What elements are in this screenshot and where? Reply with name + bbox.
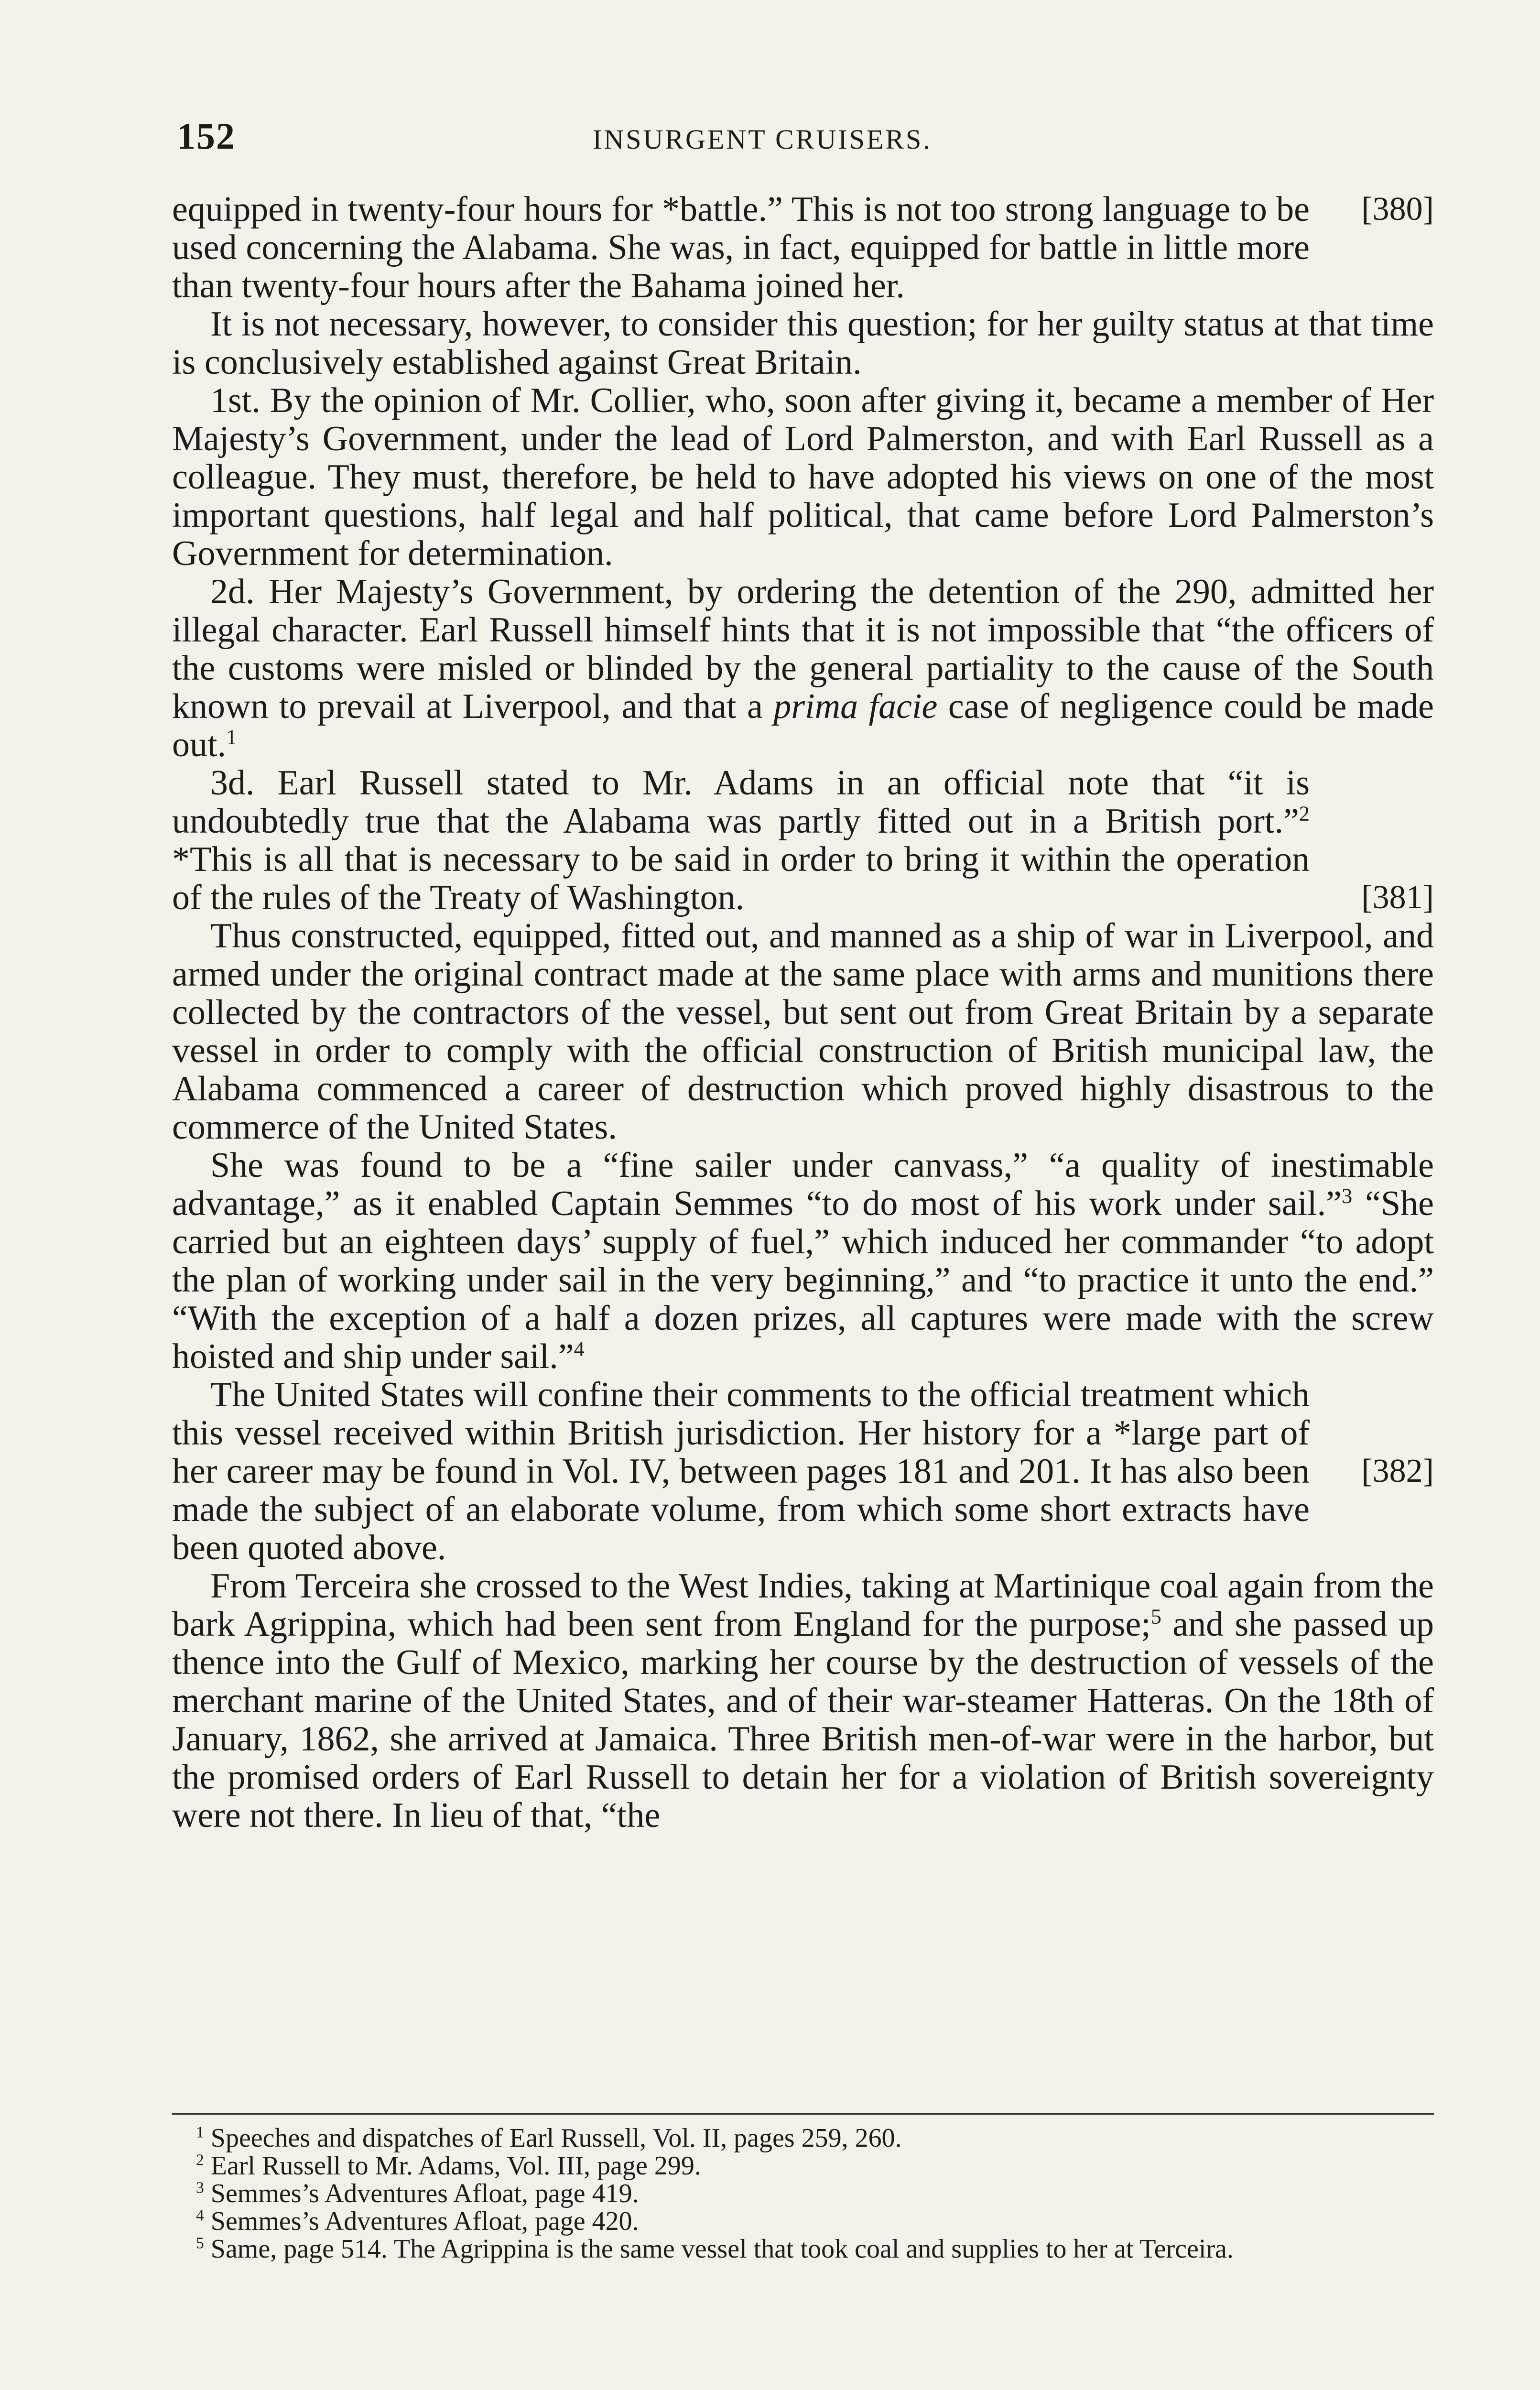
footnote-text: Semmes’s Adventures Afloat, page 419.: [210, 2179, 639, 2208]
paragraph: [172, 917, 1434, 1146]
footnote-ref: 1: [226, 725, 237, 749]
paragraph-text: *This is all that is necessary to be said in order to bring it within the operation of the rules of the Treaty of Washington.: [172, 840, 1310, 917]
footnote: [172, 2152, 1434, 2180]
page-number: 152: [177, 115, 236, 157]
paragraph-text: 2d. Her Majesty’s Government, by ordering the detention of the 290, admitted her illegal character. Earl Russell himself hints that it is not impossible that “the officers of the customs were misled or blinded by the general partiality to the cause of the South known to prevail at Liverpool, and that a: [172, 572, 1434, 726]
paragraph-text: case of negligence could be made out.: [172, 687, 1434, 764]
paragraph-text: 3d. Earl Russell stated to Mr. Adams in an official note that “it is undoubtedly true that the Alabama was partly fitted out in a British port.”: [172, 763, 1310, 841]
paragraph-body: [172, 764, 1434, 917]
footnote: [172, 2124, 1434, 2152]
paragraph: [172, 190, 1434, 305]
footnote-text: Semmes’s Adventures Afloat, page 420.: [210, 2206, 639, 2236]
footnote-text: Same, page 514. The Agrippina is the same vessel that took coal and supplies to her at Terceira.: [210, 2234, 1234, 2264]
paragraph-text: The United States will confine their comments to the official treatment which this vessel received within British jurisdiction. Her history for a *large part of her career may be found in Vol. IV, between pages 181 and 201. It has also been made the subject of an elaborate volume, from which some short extracts have been quoted above.: [172, 1375, 1310, 1567]
running-head: INSURGENT CRUISERS.: [593, 124, 932, 155]
footnote-number: 3: [196, 2179, 204, 2197]
footnote-number: 5: [196, 2234, 204, 2252]
margin-note: [380]: [1361, 191, 1434, 228]
footnote-ref: 4: [574, 1336, 585, 1361]
paragraph-text: “She carried but an eighteen days’ supply of fuel,” which induced her commander “to adopt the plan of working under sail in the very beginning,” and “to practice it unto the end.” “With the exception of a half a dozen prizes, all captures were made with the screw hoisted and ship under sail.”: [172, 1184, 1434, 1376]
paragraph: [172, 1376, 1434, 1567]
footnote-number: 4: [196, 2206, 204, 2225]
paragraph-text: 1st. By the opinion of Mr. Collier, who, soon after giving it, became a member of Her Majesty’s Government, under the lead of Lord Palmerston, and with Earl Russell as a colleague. They must, therefore, be held to have adopted his views on one of the most important questions, half legal and half political, that came before Lord Palmerston’s Government for determination.: [172, 381, 1434, 573]
footnote: [172, 2180, 1434, 2207]
footnotes: [172, 2113, 1434, 2263]
paragraph-text: Thus constructed, equipped, fitted out, and manned as a ship of war in Liverpool, and armed under the original contract made at the same place with arms and munitions there collected by the contractors of the vessel, but sent out from Great Britain by a separate vessel in order to comply with the official construction of British municipal law, the Alabama commenced a career of destruction which proved highly disastrous to the commerce of the United States.: [172, 916, 1434, 1147]
paragraph: [172, 573, 1434, 764]
footnote: [172, 2207, 1434, 2235]
footnote-number: 2: [196, 2151, 204, 2169]
margin-note: [382]: [1361, 1453, 1434, 1489]
body-text: [172, 190, 1434, 1835]
paragraph-text: She was found to be a “fine sailer under canvass,” “a quality of inestimable advantage,” as it enabled Captain Semmes “to do most of his work under sail.”: [172, 1146, 1434, 1223]
footnote-number: 1: [196, 2123, 204, 2141]
paragraph-text: From Terceira she crossed to the West Indies, taking at Martinique coal again from the bark Agrippina, which had been sent from England for the purpose;: [172, 1566, 1434, 1644]
footnote-ref: 2: [1299, 801, 1310, 826]
paragraph-text: equipped in twenty-four hours for *battle.” This is not too strong language to be used concerning the Alabama. She was, in fact, equipped for battle in little more than twenty-four hours after the Bahama joined her.: [172, 190, 1310, 305]
paragraph: [172, 305, 1434, 381]
footnote-ref: 5: [1150, 1604, 1161, 1629]
italic-term: prima facie: [773, 687, 938, 726]
paragraph-text: It is not necessary, however, to consider this question; for her guilty status at that time is conclusively established against Great Britain.: [172, 304, 1434, 382]
footnote: [172, 2235, 1434, 2263]
margin-note: [381]: [1361, 879, 1434, 916]
paragraph: [172, 1567, 1434, 1835]
page-header: [177, 115, 1429, 167]
footnote-text: Speeches and dispatches of Earl Russell, Vol. II, pages 259, 260.: [210, 2123, 902, 2153]
footnote-ref: 3: [1341, 1184, 1353, 1208]
paragraph: [172, 1146, 1434, 1376]
paragraph: [172, 381, 1434, 573]
paragraph-text: and she passed up thence into the Gulf of Mexico, marking her course by the destruction of vessels of the merchant marine of the United States, and of their war-steamer Hatteras. On the 18th of January, 1862, she arrived at Jamaica. Three British men-of-war were in the harbor, but the promised orders of Earl Russell to detain her for a violation of British sovereignty were not there. In lieu of that, “the: [172, 1605, 1434, 1835]
paragraph: [172, 764, 1434, 917]
footnote-text: Earl Russell to Mr. Adams, Vol. III, page 299.: [210, 2151, 701, 2181]
